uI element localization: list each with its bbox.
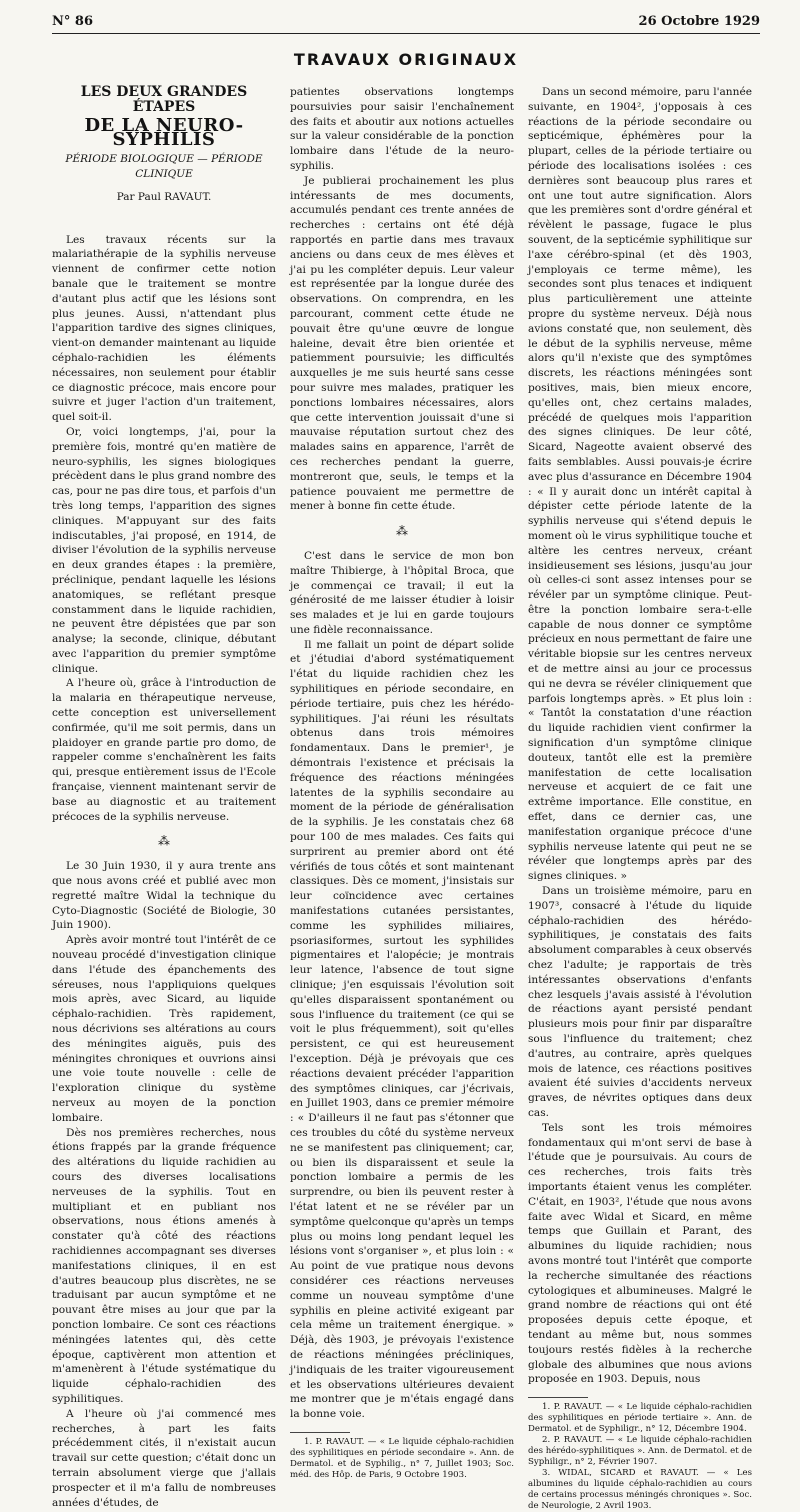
paragraph: Tels sont les trois mémoires fondamentaux qui m'ont servi de base à l'étude que je poursuivais. Au cours de ces recherches, trois faits très importants étaient venus les compléter. C'était, en 1903², l'étude que nous avons faite avec Widal et Sicard, en même temps que Guillain et Parant, des albumines du liquide rachidien; nous avons montré tout l'intérêt que comporte la recherche simultanée des réactions cytologiques et albumineuses. Malgré le grand nombre de réactions qui ont été proposées depuis cette époque, et tendant au même but, nous sommes toujours restés fidèles à la recherche globale des albumines que nous avions proposée en 1903. Depuis, nous [528,1121,752,1386]
section-separator: ⁂ [396,524,408,539]
article-title-line2: DE LA NEURO-SYPHILIS [84,114,244,151]
column-3 [528,85,752,1512]
issue-number: N° 86 [52,14,93,29]
issue-date: 26 Octobre 1929 [638,14,760,29]
paragraph: Dès nos premières recherches, nous étions frappés par la grande fréquence des altérations du liquide rachidien au cours des diverses localisations nerveuses de la syphilis. Tout en multipliant et en publiant nos observations, nous étions amenés à constater qu'à côté des réactions rachidiennes accompagnant ses diverses manifestations cliniques, il en est d'autres beaucoup plus discrètes, ne se traduisant par aucun symptôme et ne pouvant être mises au jour que par la ponction lombaire. Ce sont ces réactions méningées latentes qui, dès cette époque, captivèrent mon attention et m'amenèrent à l'étude systématique du liquide céphalo-rachidien des syphilitiques. [52,1126,276,1405]
section-title: TRAVAUX ORIGINAUX [293,50,519,69]
paragraph: Le 30 Juin 1930, il y aura trente ans que nous avons créé et publié avec mon regretté maître Widal la technique du Cyto-Diagnostic (Société de Biologie, 30 Juin 1900). [52,860,276,932]
article-title-line1: LES DEUX GRANDES ÉTAPES [80,84,248,115]
running-header [52,0,760,34]
paragraph: Or, voici longtemps, j'ai, pour la première fois, montré qu'en matière de neuro-syphilis, les signes biologiques précèdent dans le plus grand nombre des cas, pour ne pas dire tous, et parfois d'un très long temps, l'apparition des signes cliniques. M'appuyant sur des faits indiscutables, j'ai proposé, en 1914, de diviser l'évolution de la syphilis nerveuse en deux grandes étapes : la première, préclinique, pendant laquelle les lésions anatomiques, se reflétant presque constamment dans le liquide rachidien, ne peuvent être dépistées que par son analyse; la seconde, clinique, débutant avec l'apparition du premier symptôme clinique. [52,425,276,675]
paragraph: patientes observations longtemps poursuivies pour saisir l'enchaînement des faits et aboutir aux notions actuelles sur la valeur considérable de la ponction lombaire dans l'étude de la neuro-syphilis. [290,86,514,172]
article-subtitle: PÉRIODE BIOLOGIQUE — PÉRIODE CLINIQUE [65,153,263,180]
footnote: 1. P. RAVAUT. — « Le liquide céphalo-rachidien des syphilitiques en période tertiaire ». Ann. de Dermatol. et de Syphiligr., n° 12, Décembre 1904. [528,1402,752,1435]
paragraph: Je publierai prochainement les plus intéressants de mes documents, accumulés pendant ces trente années de recherches : certains ont été déjà rapportés en partie dans mes travaux anciens ou dans ceux de mes élèves et j'ai pu les compléter depuis. Leur valeur est représentée par la longue durée des observations. On comprendra, en les parcourant, comment cette étude ne pouvait être qu'une œuvre de longue haleine, devait être bien orientée et patiemment poursuivie; les difficultés auxquelles je me suis heurté sans cesse pour suivre mes malades, pratiquer les ponctions lombaires nécessaires, alors que cette intervention jouissait d'une si mauvaise réputation surtout chez des malades sains en apparence, l'arrêt de ces recherches pendant la guerre, montreront que, seuls, le temps et la patience pouvaient me permettre de mener à bonne fin cette étude. [290,174,514,513]
paragraph: C'est dans le service de mon bon maître Thibierge, à l'hôpital Broca, que je commençai ce travail; il eut la générosité de me laisser étudier à loisir ses malades et je lui en garde toujours une fidèle reconnaissance. [290,549,514,636]
column-2 [290,85,514,1480]
footnote: 1. P. RAVAUT. — « Le liquide céphalo-rachidien des syphilitiques en période secondaire ». Ann. de Dermatol. et de Syphilig., n° 7, Juillet 1903; Soc. méd. des Hôp. de Paris, 9 Octobre 1903. [290,1436,514,1480]
article-byline: Par Paul RAVAUT. [116,190,212,203]
column-1 [52,84,276,1509]
paragraph: Dans un second mémoire, paru l'année suivante, en 1904², j'opposais à ces réactions de la période secondaire ou septicémique, éphémères pour la plupart, celles de la période tertiaire ou période des localisations isolées : ces dernières sont beaucoup plus rares et ont une tout autre signification. Alors que les premières sont d'ordre général et révèlent le passage, fugace le plus souvent, de la septicémie syphilitique sur l'axe cérébro-spinal (et dès 1903, j'employais ce terme même), les secondes sont plus tenaces et indiquent plus particulièrement une atteinte propre du système nerveux. Déjà nous avions constaté que, non seulement, dès le début de la syphilis nerveuse, même alors qu'il n'existe que des symptômes discrets, les réactions méningées sont positives, mais, bien mieux encore, qu'elles ont, chez certains malades, précédé de quelques mois l'apparition des signes cliniques. De leur côté, Sicard, Nageotte avaient observé des faits semblables. Aussi pouvais-je écrire avec plus d'assurance en Décembre 1904 : « Il y aurait donc un intérêt capital à dépister cette période latente de la syphilis nerveuse qui s'étend depuis le moment où le virus syphilitique touche et altère les centres nerveux, créant insidieusement ses lésions, jusqu'au jour où celles-ci sont assez intenses pour se révéler par un symptôme clinique. Peut-être la ponction lombaire sera-t-elle capable de nous donner ce symptôme précieux en nous permettant de faire une véritable biopsie sur les centres nerveux et de mettre ainsi au jour ce processus qui ne devra se révéler cliniquement que parfois longtemps après. » Et plus loin : « Tantôt la constatation d'une réaction du liquide rachidien vient confirmer la signification d'un symptôme clinique douteux, tantôt elle est la première manifestation de cette localisation nerveuse et acquiert de ce fait une extrême importance. Elle constitue, en effet, dans ce dernier cas, une manifestation organique précoce d'une syphilis nerveuse latente qui peut ne se révéler que longtemps après par des signes cliniques. » [528,86,752,883]
footnote: 3. WIDAL, SICARD et RAVAUT. — « Les albumines du liquide céphalo-rachidien au cours de certains processus méningés chroniques ». Soc. de Neurologie, 2 Avril 1903. [528,1468,752,1512]
paragraph: A l'heure où j'ai commencé mes recherches, à part les faits précédemment cités, il n'existait aucun travail sur cette question; c'était donc un terrain absolument vierge que j'allais prospecter et il m'a fallu de nombreuses années d'études, de [52,1407,276,1509]
footnote-divider [528,1397,588,1398]
section-separator: ⁂ [158,834,170,849]
paragraph: Les travaux récents sur la malariathérapie de la syphilis nerveuse viennent de confirmer cette notion banale que le traitement se montre d'autant plus actif que les lésions sont plus jeunes. Aussi, n'attendant plus l'apparition tardive des signes cliniques, vient-on demander maintenant au liquide céphalo-rachidien les éléments nécessaires, non seulement pour établir ce diagnostic précoce, mais encore pour suivre et juger l'action d'un traitement, quel soit-il. [52,233,276,424]
paragraph: A l'heure où, grâce à l'introduction de la malaria en thérapeutique nerveuse, cette conception est universellement confirmée, qu'il me soit permis, dans un plaidoyer en grande partie pro domo, de rappeler comme s'enchaînèrent les faits qui, presque entièrement issus de l'Ecole française, viennent maintenant servir de base au diagnostic et au traitement précoces de la syphilis nerveuse. [52,677,276,823]
footnote: 2. P. RAVAUT. — « Le liquide céphalo-rachidien des hérédo-syphilitiques ». Ann. de Dermatol. et de Syphiligr., n° 2, Février 1907. [528,1435,752,1468]
footnote-divider [290,1432,350,1433]
paragraph: Après avoir montré tout l'intérêt de ce nouveau procédé d'investigation clinique dans l'étude des épanchements des séreuses, nous l'appliquions quelques mois après, avec Sicard, au liquide céphalo-rachidien. Très rapidement, nous décrivions ses altérations au cours des méningites aiguës, puis des méningites chroniques et ouvrions ainsi une voie toute nouvelle : celle de l'exploration clinique du système nerveux au moyen de la ponction lombaire. [52,934,276,1124]
paragraph: Dans un troisième mémoire, paru en 1907³, consacré à l'étude du liquide céphalo-rachidien des hérédo-syphilitiques, je constatais des faits absolument comparables à ceux observés chez l'adulte; je rapportais de très intéressantes observations d'enfants chez lesquels j'avais assisté à l'évolution de réactions ayant persisté pendant plusieurs mois pour finir par disparaître sous l'influence du traitement; chez d'autres, au contraire, après quelques mois de latence, ces réactions positives avaient été suivies d'accidents nerveux graves, de névrites optiques dans deux cas. [528,885,752,1119]
article-columns [52,84,760,1512]
paragraph: Il me fallait un point de départ solide et j'étudiai d'abord systématiquement l'état du liquide rachidien chez les syphilitiques en période secondaire, en période tertiaire, puis chez les hérédo-syphilitiques. J'ai réuni les résultats obtenus dans trois mémoires fondamentaux. Dans le premier¹, je démontrais l'existence et précisais la fréquence des réactions méningées latentes de la syphilis secondaire au moment de la période de généralisation de la syphilis. Je les constatais chez 68 pour 100 de mes malades. Ces faits qui surprirent au premier abord ont été vérifiés de tous côtés et sont maintenant classiques. Dès ce moment, j'insistais sur leur coïncidence avec certaines manifestations cutanées persistantes, comme les syphilides miliaires, psoriasiformes, surtout les syphilides pigmentaires et l'alopécie; je montrais leur latence, l'absence de tout signe clinique; j'en esquissais l'évolution soit qu'elles disparaissent spontanément ou sous l'influence du traitement (ce qui se voit le plus fréquemment), soit qu'elles persistent, ce qui est heureusement l'exception. Déjà je prévoyais que ces réactions devaient précéder l'apparition des symptômes cliniques, car j'écrivais, en Juillet 1903, dans ce premier mémoire : « D'ailleurs il ne faut pas s'étonner que ces troubles du côté du système nerveux ne se manifestent pas cliniquement; car, ou bien ils disparaissent et seule la ponction lombaire a permis de les surprendre, ou bien ils peuvent rester à l'état latent et ne se révéler par un symptôme quelconque qu'après un temps plus ou moins long pendant lequel les lésions vont s'organiser », et plus loin : « Au point de vue pratique nous devons considérer ces réactions nerveuses comme un nouveau symptôme d'une syphilis en pleine activité exigeant par cela même un traitement énergique. » Déjà, dès 1903, je prévoyais l'existence de réactions méningées précliniques, j'indiquais de les traiter vigoureusement et les observations ultérieures devaient me montrer que je m'étais engagé dans la bonne voie. [290,638,514,1421]
